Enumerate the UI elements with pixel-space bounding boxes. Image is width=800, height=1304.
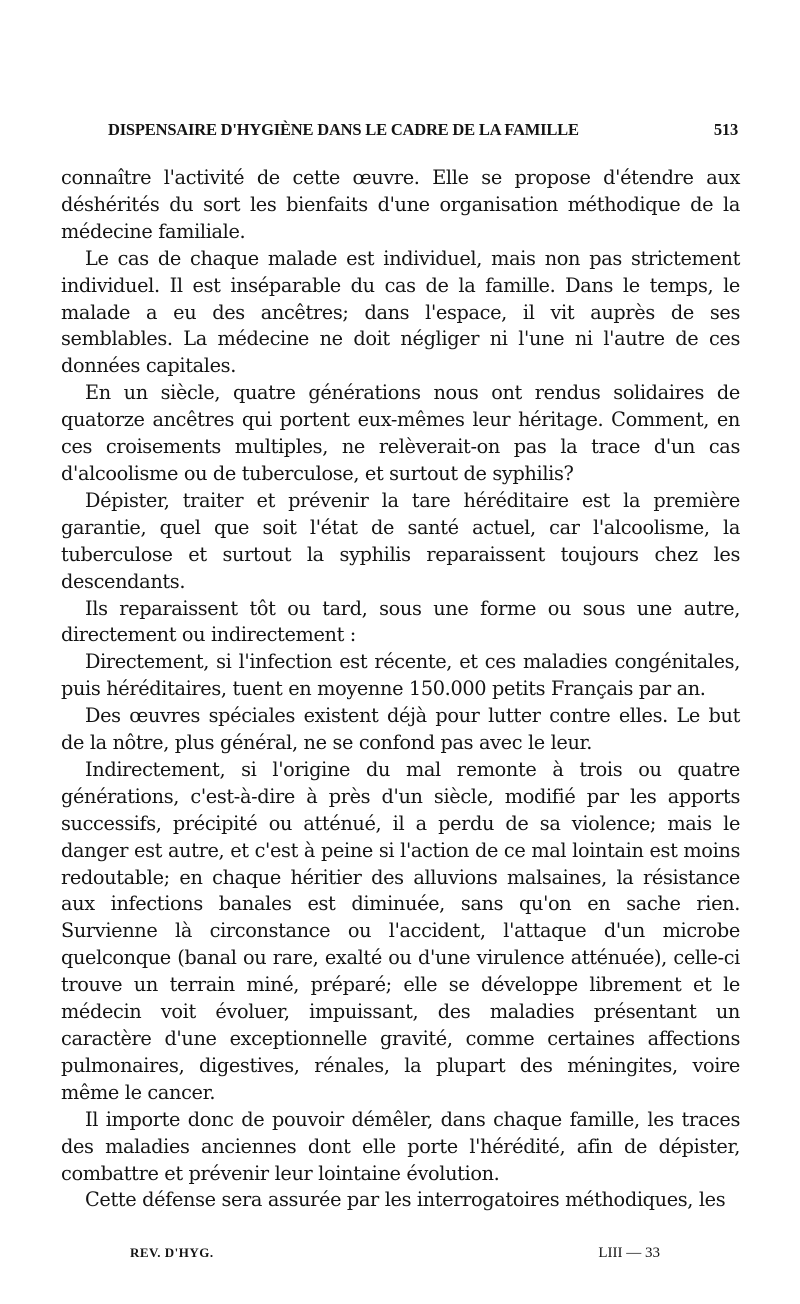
- paragraph: Ils reparaissent tôt ou tard, sous une forme ou sous une autre, directement ou indirectement :: [61, 596, 740, 647]
- running-header: [108, 120, 738, 140]
- paragraph: Des œuvres spéciales existent déjà pour lutter contre elles. Le but de la nôtre, plus général, ne se confond pas avec le leur.: [61, 704, 740, 755]
- paragraph: Cette défense sera assurée par les interrogatoires méthodiques, les: [85, 1188, 726, 1212]
- page-number: 513: [713, 120, 738, 139]
- paragraph: Dépister, traiter et prévenir la tare héréditaire est la première garantie, quel que soit l'état de santé actuel, car l'alcoolisme, la tuberculose et surtout la syphilis reparaissent toujours chez les descendants.: [61, 488, 740, 593]
- footer-volume-ref: LIII — 33: [598, 1245, 660, 1261]
- paragraph: Il importe donc de pouvoir démêler, dans chaque famille, les traces des maladies anciennes dont elle porte l'hérédité, afin de dépister, combattre et prévenir leur lointaine évolution.: [61, 1107, 740, 1185]
- paragraph: connaître l'activité de cette œuvre. Elle se propose d'étendre aux déshérités du sort les bienfaits d'une organisation méthodique de la médecine familiale.: [61, 166, 740, 243]
- paragraph: Directement, si l'infection est récente, et ces maladies congénitales, puis héréditaires, tuent en moyenne 150.000 petits Français par an.: [61, 650, 740, 701]
- paragraph: Indirectement, si l'origine du mal remonte à trois ou quatre générations, c'est-à-dire à près d'un siècle, modifié par les apports successifs, précipité ou atténué, il a perdu de sa violence; mais le danger est autre, et c'est à peine si l'action de ce mal lointain est moins redoutable; en chaque héritier des alluvions malsaines, la résistance aux infections banales est diminuée, sans qu'on en sache rien. Survienne là circonstance ou l'accident, l'attaque d'un microbe quelconque (banal ou rare, exalté ou d'une virulence atténuée), celle-ci trouve un terrain miné, préparé; elle se développe librement et le médecin voit évoluer, impuissant, des maladies présentant un caractère d'une exceptionnelle gravité, comme certaines affections pulmonaires, digestives, rénales, la plupart des méningites, voire même le cancer.: [61, 757, 740, 1104]
- running-title: DISPENSAIRE D'HYGIÈNE DANS LE CADRE DE LA FAMILLE: [108, 120, 579, 139]
- paragraph: Le cas de chaque malade est individuel, mais non pas strictement individuel. Il est inséparable du cas de la famille. Dans le temps, le malade a eu des ancêtres; dans l'espace, il vit auprès de ses semblables. La médecine ne doit négliger ni l'une ni l'autre de ces données capitales.: [61, 246, 740, 378]
- footer-signature: REV. D'HYG.: [130, 1245, 214, 1260]
- body-text: [61, 165, 740, 1214]
- paragraph: En un siècle, quatre générations nous ont rendus solidaires de quatorze ancêtres qui portent eux-mêmes leur héritage. Comment, en ces croisements multiples, ne relèverait-on pas la trace d'un cas d'alcoolisme ou de tuberculose, et surtout de syphilis?: [61, 381, 740, 485]
- page-footer: [130, 1245, 660, 1262]
